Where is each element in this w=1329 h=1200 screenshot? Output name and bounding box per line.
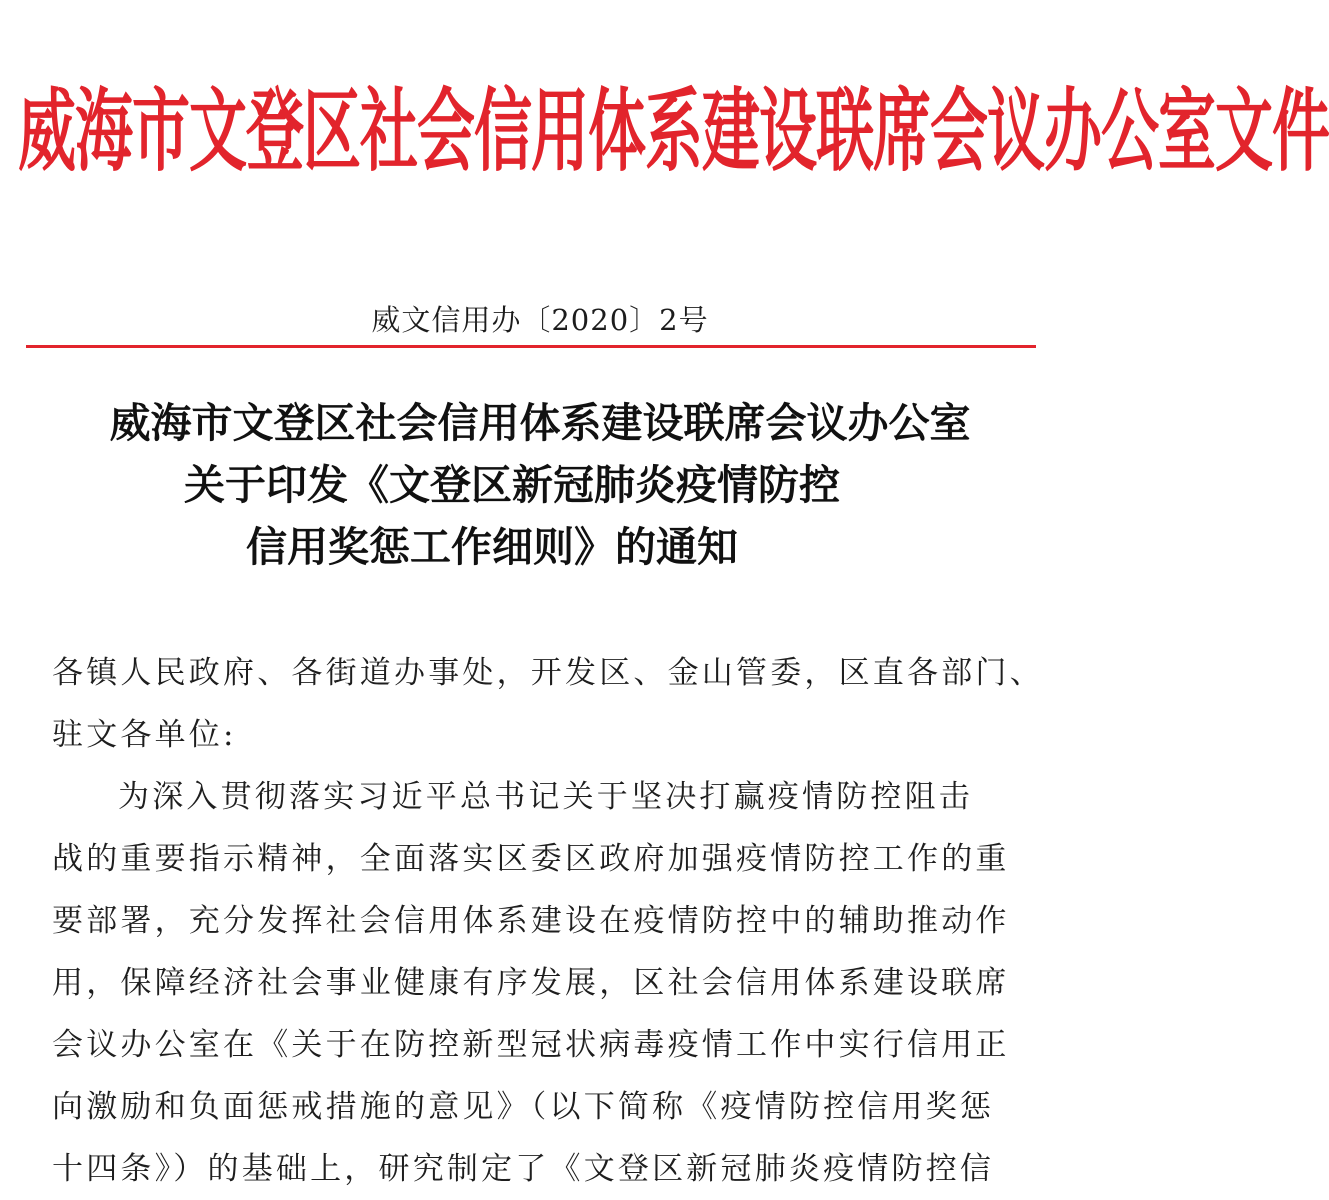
title-line-2: 关于印发《文登区新冠肺炎疫情防控 bbox=[184, 461, 840, 509]
body-line: 用，保障经济社会事业健康有序发展，区社会信用体系建设联席 bbox=[52, 965, 1010, 1001]
body-line: 要部署，充分发挥社会信用体系建设在疫情防控中的辅助推动作 bbox=[52, 903, 1010, 939]
document-body bbox=[52, 642, 1044, 1200]
document-number: 威文信用办〔2020〕2号 bbox=[371, 303, 709, 337]
body-line: 十四条》）的基础上，研究制定了《文登区新冠肺炎疫情防控信 bbox=[52, 1151, 995, 1187]
body-line: 各镇人民政府、各街道办事处，开发区、金山管委，区直各部门、 bbox=[52, 655, 1044, 691]
document-header: 威海市文登区社会信用体系建设联席会议办公室文件 bbox=[18, 78, 1329, 184]
body-line: 为深入贯彻落实习近平总书记关于坚决打赢疫情防控阻击 bbox=[118, 779, 973, 815]
body-line: 战的重要指示精神，全面落实区委区政府加强疫情防控工作的重 bbox=[52, 841, 1010, 877]
document-title bbox=[0, 392, 1080, 578]
title-line-1: 威海市文登区社会信用体系建设联席会议办公室 bbox=[109, 399, 971, 447]
header-divider bbox=[26, 345, 1036, 348]
body-line: 驻文各单位: bbox=[52, 717, 237, 753]
body-line: 会议办公室在《关于在防控新型冠状病毒疫情工作中实行信用正 bbox=[52, 1027, 1010, 1063]
title-line-3: 信用奖惩工作细则》的通知 bbox=[246, 523, 738, 571]
body-line: 向激励和负面惩戒措施的意见》（以下简称《疫情防控信用奖惩 bbox=[52, 1089, 995, 1125]
